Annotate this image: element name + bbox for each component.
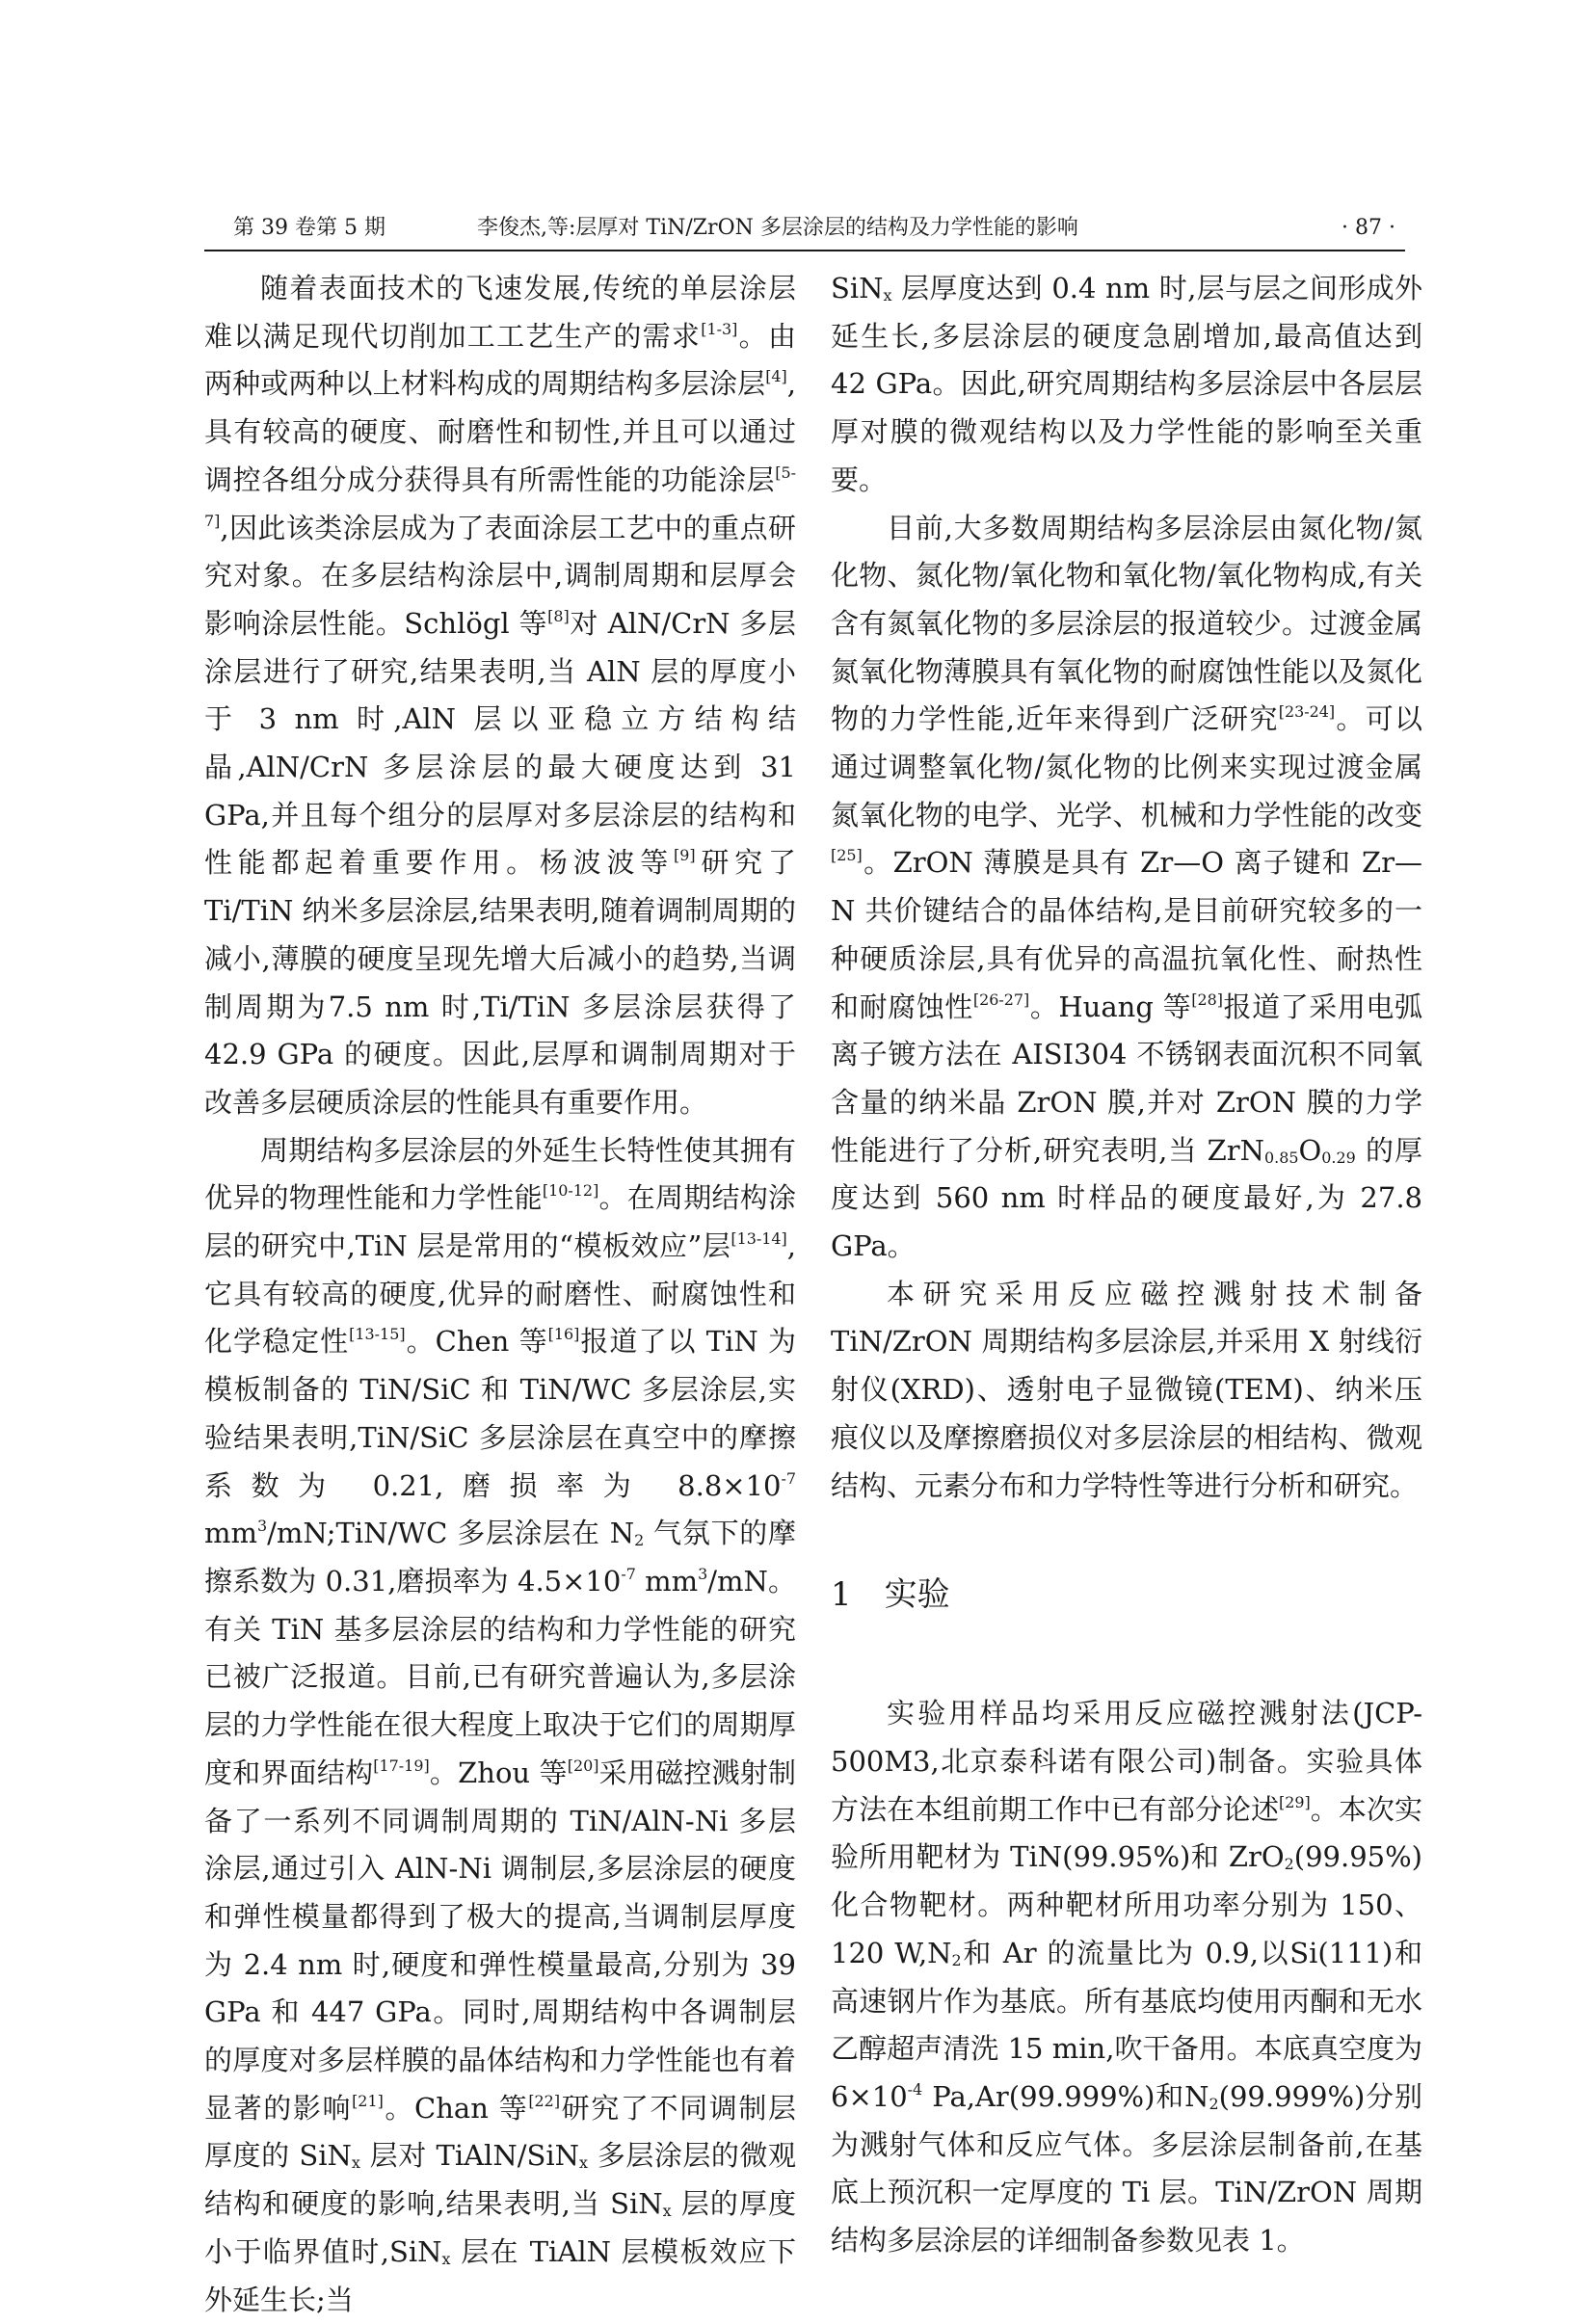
page-number: · 87 · <box>1342 216 1395 240</box>
paragraph-periodic-structures: 周期结构多层涂层的外延生长特性使其拥有优异的物理性能和力学性能[10-12]。在周期结构涂层的研究中,TiN 层是常用的“模板效应”层[13-14],它具有较高的硬度,优异的耐磨性、耐腐蚀性和化学稳定性[13-15]。Chen 等[16]报道了以 TiN 为模板制备的 TiN/SiC 和 TiN/WC 多层涂层,实验结果表明,TiN/SiC 多层涂层在真空中的摩擦系数为 0.21,磨损率为 $8.8\times 10^{-7}$ $mm^3/mN;TiN/WC$ 多层涂层在 $N_2$ 气氛下的摩擦系数为 0.31,磨损率为 $4.5\times 10^{-7}$ $mm^3/mN$。有关 TiN 基多层涂层的结构和力学性能的研究已被广泛报道。目前,已有研究普遍认为,多层涂层的力学性能在很大程度上取决于它们的周期厚度和界面结构[17-19]。Zhou 等[20]采用磁控溅射制备了一系列不同调制周期的 TiN/AlN-Ni 多层涂层,通过引入 AlN-Ni 调制层,多层涂层的硬度和弹性模量都得到了极大的提高,当调制层厚度为 2.4 nm 时,硬度和弹性模量最高,分别为 39 GPa 和 447 GPa。同时,周期结构中各调制层的厚度对多层样膜的晶体结构和力学性能也有着显著的影响[21]。Chan 等[22]研究了不同调制层厚度的 SiN$_x$ 层对 TiAlN/SiN$_x$ 多层涂层的微观结构和硬度的影响,结果表明,当 SiN$_x$ 层的厚度小于临界值时,SiN$_x$ 层在 TiAlN 层模板效应下外延生长;当 <box>204 1133 797 2316</box>
paragraph-intro: 随着表面技术的飞速发展,传统的单层涂层难以满足现代切削加工工艺生产的需求[1-3]。由两种或两种以上材料构成的周期结构多层涂层[4],具有较高的硬度、耐磨性和韧性,并且可以通过调控各组分成分获得具有所需性能的功能涂层[5-7],因此该类涂层成为了表面涂层工艺中的重点研究对象。在多层结构涂层中,调制周期和层厚会影响涂层性能。Schlögl 等[8]对 AlN/CrN 多层涂层进行了研究,结果表明,当 AlN 层的厚度小于 3 nm 时,AlN 层以亚稳立方结构结晶,AlN/CrN 多层涂层的最大硬度达到 31 GPa,并且每个组分的层厚对多层涂层的结构和性能都起着重要作用。杨波波等[9]研究了 Ti/TiN 纳米多层涂层,结果表明,随着调制周期的减小,薄膜的硬度呈现先增大后减小的趋势,当调制周期为7.5 nm 时,Ti/TiN 多层涂层获得了 42.9 GPa 的硬度。因此,层厚和调制周期对于改善多层硬质涂层的性能具有重要作用。 <box>204 272 797 1119</box>
running-title: 李俊杰,等:层厚对 TiN/ZrON 多层涂层的结构及力学性能的影响 <box>477 216 1078 240</box>
header-rule <box>204 250 1405 251</box>
section-title: 实验 <box>884 1575 950 1615</box>
paragraph-study-aim: 本研究采用反应磁控溅射技术制备 TiN/ZrON 周期结构多层涂层,并采用 X 射线衍射仪(XRD)、透射电子显微镜(TEM)、纳米压痕仪以及摩擦磨损仪对多层涂层的相结构、微观结构、元素分布和力学特性等进行分析和研究。 <box>831 1277 1422 1502</box>
section-heading <box>831 1575 1422 1614</box>
journal-volume-issue: 第 39 卷第 5 期 <box>233 216 385 240</box>
paragraph-continued: SiN$_x$ 层厚度达到 0.4 nm 时,层与层之间形成外延生长,多层涂层的硬度急剧增加,最高值达到 42 GPa。因此,研究周期结构多层涂层中各层层厚对膜的微观结构以及力学性能的影响至关重要。 <box>831 272 1422 496</box>
section-number: 1 <box>831 1575 852 1615</box>
right-column <box>831 265 1422 2265</box>
paragraph-experiment: 实验用样品均采用反应磁控溅射法(JCP-500M3,北京泰科诺有限公司)制备。实验具体方法在本组前期工作中已有部分论述[29]。本次实验所用靶材为 TiN(99.95%)和 ZrO$_2$(99.95%)化合物靶材。两种靶材所用功率分别为 150、120 $W,N_2$和 Ar 的流量比为 0.9,以Si(111)和高速钢片作为基底。所有基底均使用丙酮和无水乙醇超声清洗 15 min,吹干备用。本底真空度为 $6\times 10^{-4}$ Pa,Ar(99.999%)和$N_2(99.999\%)$分别为溅射气体和反应气体。多层涂层制备前,在基底上预沉积一定厚度的 Ti 层。TiN/ZrON 周期结构多层涂层的详细制备参数见表 1。 <box>831 1697 1423 2258</box>
left-column <box>204 265 796 2324</box>
paragraph-oxynitrides: 目前,大多数周期结构多层涂层由氮化物/氮化物、氮化物/氧化物和氧化物/氧化物构成,有关含有氮氧化物的多层涂层的报道较少。过渡金属氮氧化物薄膜具有氧化物的耐腐蚀性能以及氮化物的力学性能,近年来得到广泛研究[23-24]。可以通过调整氧化物/氮化物的比例来实现过渡金属氮氧化物的电学、光学、机械和力学性能的改变[25]。ZrON 薄膜是具有 Zr—O 离子键和 Zr—N 共价键结合的晶体结构,是目前研究较多的一种硬质涂层,具有优异的高温抗氧化性、耐热性和耐腐蚀性[26-27]。Huang 等[28]报道了采用电弧离子镀方法在 AISI304 不锈钢表面沉积不同氧含量的纳米晶 ZrON 膜,并对 ZrON 膜的力学性能进行了分析,研究表明,当 $ZrN_{0.85}O_{0.29}$ 的厚度达到 560 nm 时样品的硬度最好,为 27.8 GPa。 <box>831 511 1423 1263</box>
page-header <box>204 207 1405 250</box>
